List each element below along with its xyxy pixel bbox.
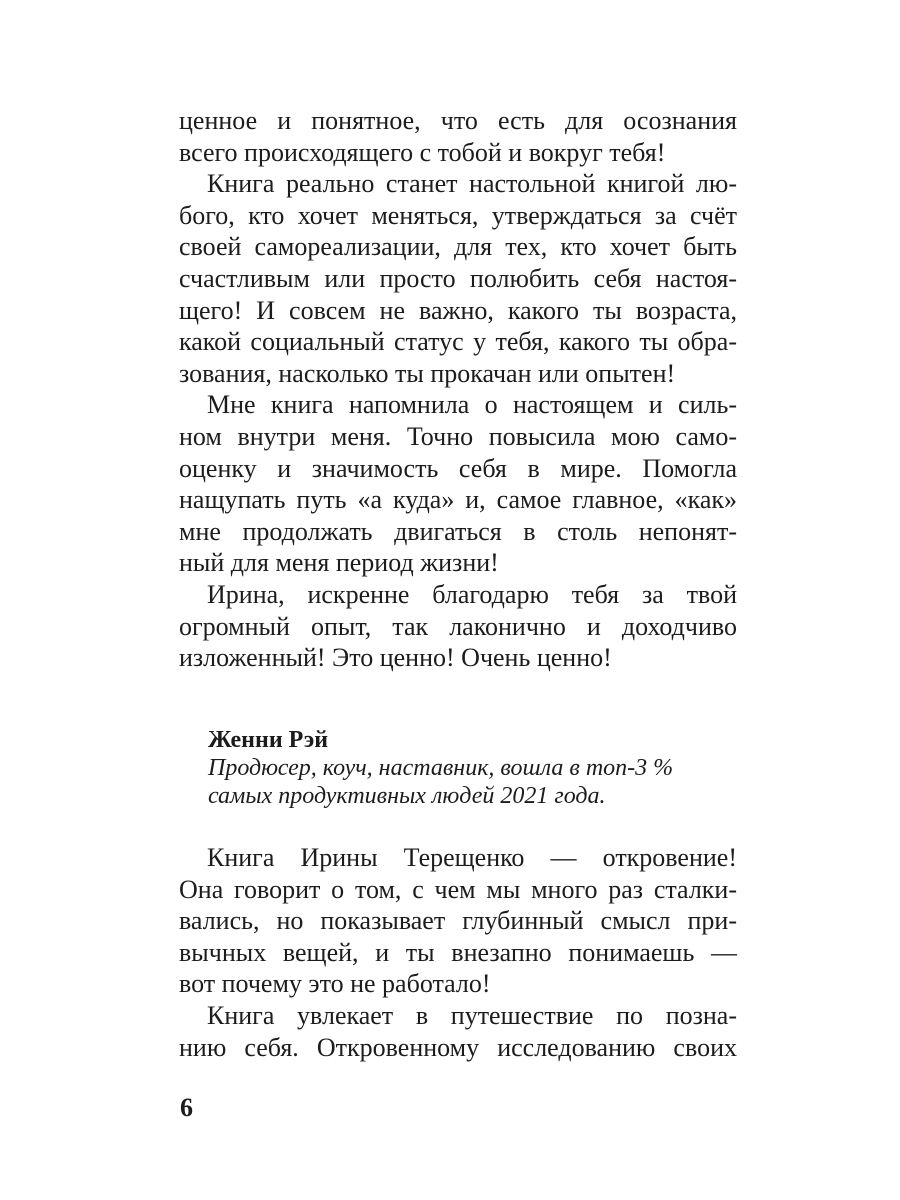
text-line: Она говорит о том, с чем мы много раз сталки- xyxy=(179,874,737,904)
text-line: вот почему это не работало! xyxy=(179,969,491,999)
text-line: щего! И совсем не важно, какого ты возраста, xyxy=(179,295,737,325)
testimonial-2-text xyxy=(179,842,737,1063)
text-line: какой социальный статус у тебя, какого ты обра- xyxy=(179,327,737,357)
text-line: ном внутри меня. Точно повысила мою само- xyxy=(179,421,737,451)
author-attribution xyxy=(208,726,688,810)
author-name: Женни Рэй xyxy=(208,727,329,753)
text-line: Мне книга напомнила о настоящем и силь- xyxy=(207,390,737,420)
text-line: нию себя. Откровенному исследованию своих xyxy=(179,1032,737,1062)
text-line: зования, насколько ты прокачан или опытен! xyxy=(179,358,676,388)
text-line: Ирина, искренне благодарю тебя за твой xyxy=(207,579,737,609)
text-line: своей самореализации, для тех, кто хочет быть xyxy=(179,232,737,262)
page-number: 6 xyxy=(180,1093,193,1122)
text-line: счастливым или просто полюбить себя настоя- xyxy=(179,263,737,293)
text-line: нащупать путь «а куда» и, самое главное, «как» xyxy=(179,485,737,515)
text-line: бого, кто хочет меняться, утверждаться за счёт xyxy=(179,200,737,230)
text-line: вались, но показывает глубинный смысл при- xyxy=(179,906,737,936)
text-line: Книга реально станет настольной книгой лю- xyxy=(207,169,737,199)
text-line: мне продолжать двигаться в столь непонят- xyxy=(179,516,737,546)
text-line: всего происходящего с тобой и вокруг тебя! xyxy=(179,137,666,167)
text-line: изложенный! Это ценно! Очень ценно! xyxy=(179,643,612,673)
text-line: Книга увлекает в путешествие по позна- xyxy=(207,1000,737,1030)
text-line: Книга Ирины Терещенко — откровение! xyxy=(207,843,737,872)
text-line: ный для меня период жизни! xyxy=(179,548,499,578)
text-line: ценное и понятное, что есть для осознания xyxy=(179,106,737,135)
text-line: вычных вещей, и ты внезапно понимаешь — xyxy=(179,937,737,967)
author-role-line: Продюсер, коуч, наставник, вошла в топ-3 % xyxy=(208,755,674,781)
author-role-line: самых продуктивных людей 2021 года. xyxy=(208,783,606,809)
text-line: огромный опыт, так лаконично и доходчиво xyxy=(179,611,737,641)
text-line: оценку и значимость себя в мире. Помогла xyxy=(179,453,737,483)
testimonial-1-text xyxy=(179,105,737,674)
